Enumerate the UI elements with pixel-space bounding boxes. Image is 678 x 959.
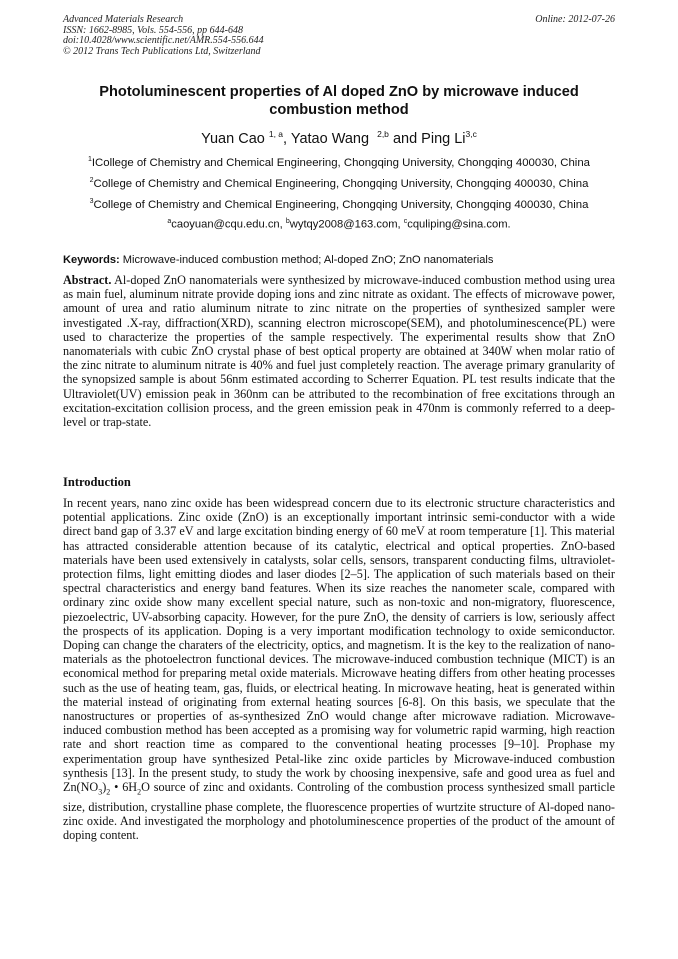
section-heading: Introduction — [63, 475, 131, 489]
email-c: cquliping@sina.com. — [407, 218, 511, 231]
journal-name: Advanced Materials Research — [63, 14, 184, 25]
author-1: Yuan Cao — [201, 130, 265, 147]
affiliation-2-num: 2 — [89, 177, 94, 184]
email-b-sup: b — [285, 218, 290, 225]
author-1-sup: 1, a — [268, 129, 284, 139]
keywords — [63, 254, 615, 266]
author-3: Ping Li — [421, 130, 466, 147]
intro-text-2: O source of zinc and oxidants. Controling of the combustion process synthesized small particle size, distribution, crystalline phase complete, the fluorescence properties of wurtzite structure of Al-doped nano-zinc oxide. And investigated the morphology and photoluminescence properties of the product of the amount of doping content. — [63, 780, 615, 843]
affiliation-3-text: College of Chemistry and Chemical Engineering, Chongqing University, Chongqing 400030, China — [93, 198, 589, 211]
author-separator: , — [283, 130, 291, 147]
author-emails — [63, 218, 615, 231]
intro-mid-2: • 6H — [110, 780, 138, 795]
issn-line: ISSN: 1662-8985, Vols. 554-556, pp 644-648 — [63, 24, 243, 36]
intro-sub-2: 2 — [106, 787, 111, 797]
introduction-paragraph — [63, 496, 615, 842]
email-a-sup: a — [167, 218, 172, 225]
author-2: Yatao Wang — [290, 130, 370, 147]
email-b: wytqy2008@163.com, — [289, 218, 404, 231]
title-line-2: combustion method — [269, 102, 409, 118]
copyright-line: © 2012 Trans Tech Publications Ltd, Switzerland — [63, 45, 261, 57]
affiliation-3-num: 3 — [89, 198, 94, 205]
author-separator: and — [388, 130, 422, 147]
affiliation-1 — [63, 156, 615, 169]
affiliation-1-num: 1 — [87, 156, 92, 163]
author-list — [63, 129, 615, 147]
affiliation-1-text: ICollege of Chemistry and Chemical Engineering, Chongqing University, Chongqing 400030, China — [91, 156, 590, 169]
intro-sub-1: 3 — [98, 787, 103, 797]
email-c-sup: c — [403, 218, 408, 225]
author-2-sup: 2,b — [377, 129, 389, 139]
intro-text-1: In recent years, nano zinc oxide has been widespread concern due to its electronic structure characteristics and potential applications. Zinc oxide (ZnO) is an exceptionally important intrinsic semi-conductor with a wide direct band gap of 3.37 eV and large excitation binding energy of 60 meV at room temperature [1]. This material has attracted considerable attention because of its catalytic, electrical and optical properties. ZnO-based materials have been used extensively in catalysts, solar cells, sensors, transparent conducting films, ultraviolet-protection films, light emitting diodes and laser diodes [2–5]. The application of such materials based on their spectral characteristics and energy band features. When its size reaches the nanometer scale, compared with ordinary zinc oxide show many excellent special nature, such as non-toxic and non-migratory, fluorescence, piezoelectric, UV-absorbing capacity. However, for the pure ZnO, the density of carriers is low, seriously affect the prospects of its application. Doping is a very important modification technology to oxide semiconductor. Doping can change the charaters of the electricity, optics, and magnetism. It is the key to the realization of nano-materials as the photoelectron functional devices. The microwave-induced combustion technique (MICT) is an economical method for preparing metal oxide materials. Microwave heating differs from other heating processes such as the use of heating team, gas, fluids, or electrical heating. In microwave heating, heat is generated within the material instead of originating from external heating sources [6-8]. On this basis, we speculate that the nanostructures or properties of as-synthesized ZnO would change after microwave radiation. Microwave-induced combustion method has been accepted as a promising way for volumetric rapid warming, high reaction rate and short reaction time as compared to the conventional heating processes [9–10]. Prophase my experimentation group have synthesized Petal-like zinc oxide particles by Microwave-induced combustion synthesis [13]. In the present study, to study the work by choosing inexpensive, safe and good urea as fuel and Zn(NO — [63, 496, 615, 795]
title-line-1: Photoluminescent properties of Al doped ZnO by microwave induced — [99, 84, 579, 100]
affiliation-3 — [63, 198, 615, 211]
doi-line: doi:10.4028/www.scientific.net/AMR.554-556.644 — [63, 35, 264, 46]
abstract-text: Al-doped ZnO nanomaterials were synthesized by microwave-induced combustion method using urea as main fuel, aluminum nitrate provide doping ions and zinc nitrate as oxidant. The effects of microwave power, amount of urea and ratio aluminum nitrate to zinc nitrate on the properties of synthesized sampler were investigated .X-ray, diffraction(XRD), scanning electron microscope(SEM), and photoluminescence(PL) were used to characterize the properties of the sample respectively. The experimental results show that ZnO nanomaterials with cubic ZnO crystal phase of best optical property are obtained at 340W when molar ratio of the zinc nitrate to aluminum nitrate is 40% and fuel just completely reaction. The average primary granularity of the synopsized sample is about 56nm estimated according to Scherrer Equation. PL test results indicate that the Ultraviolet(UV) emission peak in 360nm can be attributed to the recombination of free excitations through an excitation-excitation collision process, and the green emission peak in 470nm is commonly referred to a deep-level or trap-state. — [63, 273, 615, 430]
keywords-label: Keywords: — [63, 254, 120, 266]
author-3-sup: 3,c — [465, 129, 477, 139]
abstract — [63, 273, 615, 429]
online-date: Online: 2012-07-26 — [535, 14, 615, 25]
journal-header — [63, 15, 615, 57]
email-a: caoyuan@cqu.edu.cn, — [171, 218, 286, 231]
abstract-label: Abstract. — [63, 273, 112, 287]
keywords-text: Microwave-induced combustion method; Al-doped ZnO; ZnO nanomaterials — [119, 254, 494, 266]
affiliation-2 — [63, 177, 615, 190]
affiliation-2-text: College of Chemistry and Chemical Engineering, Chongqing University, Chongqing 400030, China — [93, 177, 589, 190]
paper-title — [63, 83, 615, 119]
intro-sub-3: 2 — [137, 787, 142, 797]
intro-mid-1: ) — [102, 780, 107, 795]
